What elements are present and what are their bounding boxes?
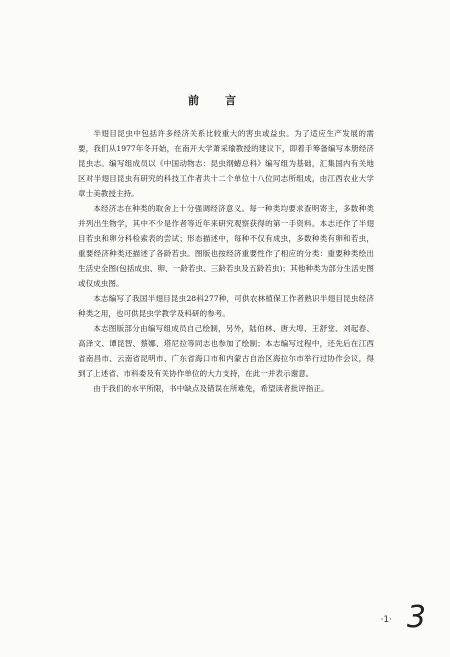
paragraph-4: 本志图版部分由编写组成员自己绘制，另外，陆伯林、唐大埠、王舒堂、刘起春、高泽文、谭昆智、蔡娜、塔尼拉等同志也参加了绘制；本志编写过程中，还先后在江西省南昌市、云南省昆明市、广东省海口市和内蒙古自治区海拉尔市举行过协作会议，得到了上述省、市科委及有关协作单位的大力支持，在此一并表示谢意。 <box>78 324 374 378</box>
body-text <box>78 126 374 396</box>
page-marker: ·1· <box>380 615 392 625</box>
paragraph-3: 本志编写了我国半翅目昆虫28科277种，可供农林植保工作者熟识半翅目昆虫经济种类之用，也可供昆虫学教学及科研的参考。 <box>78 294 374 318</box>
paragraph-5: 由于我们的水平所限，书中缺点及错误在所难免，希望读者批评指正。 <box>93 384 329 393</box>
paragraph-2: 本经济志在种类的取舍上十分强调经济意义。每一种类均要求查明寄主，多数种类并列出生物学，其中不少是作者等近年来研究观察获得的第一手资料。本志还作了半翅目若虫和卵分科检索表的尝试；形态描述中，每种不仅有成虫，多数种类有卵和若虫，重要经济种类还描述了各龄若虫。图版也按经济重要性作了相应的分类：重要种类绘出生活史全图(包括成虫、卵、一龄若虫、三龄若虫及五龄若虫)；其他种类为部分生活史图或仅成虫图。 <box>78 204 374 288</box>
page-title: 前言 <box>188 94 262 107</box>
page-number: 3 <box>406 600 426 635</box>
paragraph-1: 半翅目昆虫中包括许多经济关系比较重大的害虫或益虫。为了适应生产发展的需要，我们从1977年冬开始，在南开大学萧采瑜教授的建议下，即着手筹备编写本册经济昆虫志。编写组成员以《中国动物志：昆虫纲蝽总科》编写组为基础，汇集国内有关地区对半翅目昆虫有研究的科技工作者共十二个单位十八位同志所组成，由江西农业大学章士美教授主持。 <box>78 129 374 198</box>
